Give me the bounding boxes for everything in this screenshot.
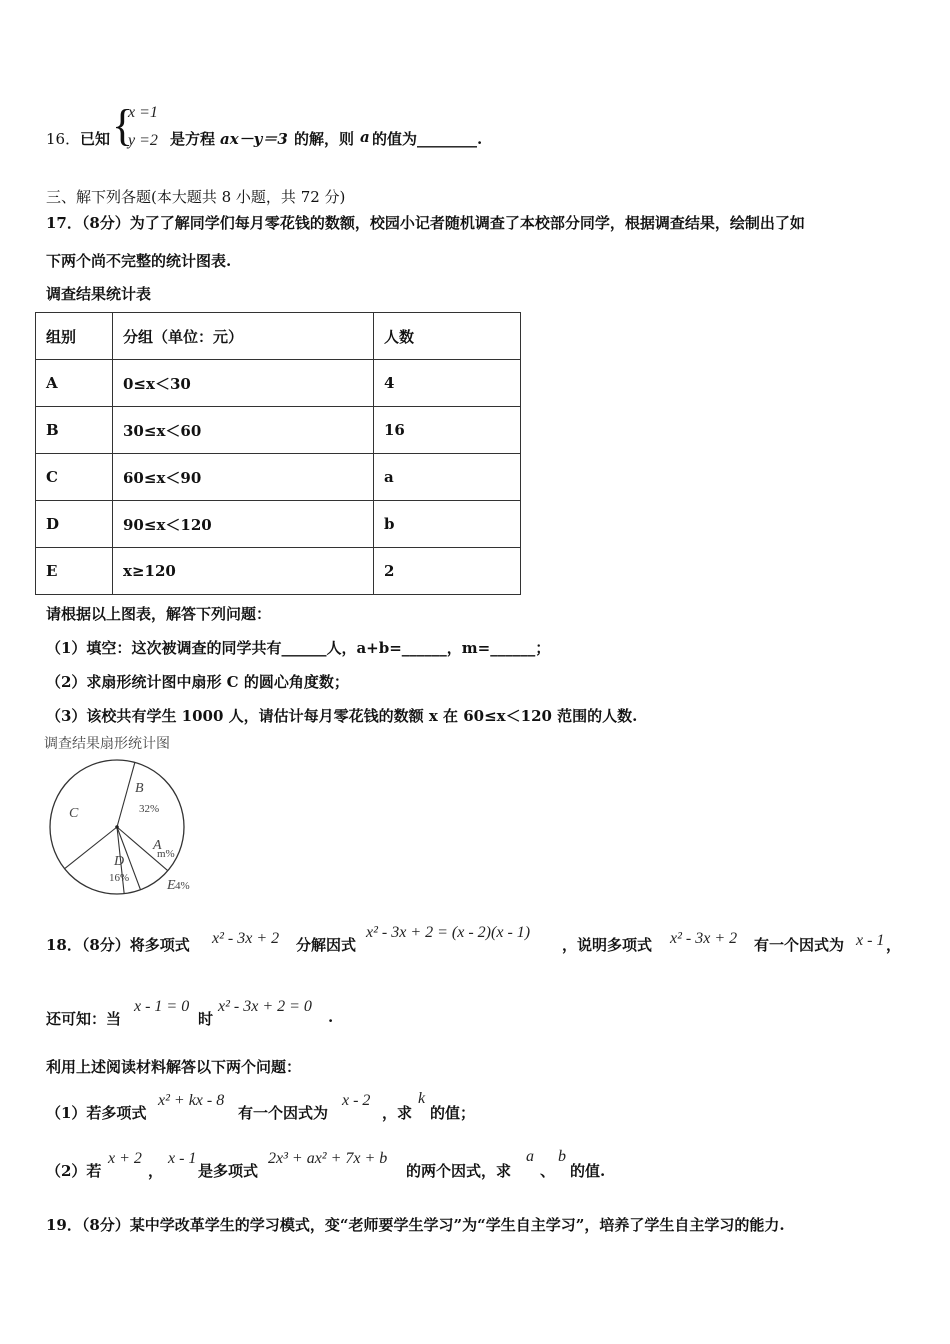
q19-line1: 19．（8分）某中学改革学生的学习模式，变“老师要学生学习”为“学生自主学习”，培养了学生自主学习的能力.	[46, 1216, 785, 1234]
q17-sub1: （1）填空：这次被调查的同学共有______人，a+b=______，m=______；	[46, 639, 551, 657]
q16-equation: ax－y＝3	[220, 130, 288, 148]
pie-value-D: 16%	[109, 872, 130, 884]
table-cell: 4	[374, 360, 521, 407]
q18-poly-2: x² - 3x + 2	[670, 930, 738, 947]
q18-explain: ，说明多项式	[562, 936, 653, 954]
q18-sub1-d: 的值；	[430, 1104, 476, 1122]
q18-sub1-c: ，求	[382, 1104, 413, 1122]
q18-has-factor: 有一个因式为	[754, 936, 845, 954]
table-cell: x≥120	[113, 548, 374, 595]
table-cell: B	[36, 407, 113, 454]
q18-cond: x - 1 = 0	[134, 998, 190, 1015]
table-header-row	[36, 313, 521, 360]
q16-text3: 的值为________.	[372, 130, 483, 148]
q18-result: x² - 3x + 2 = 0	[218, 998, 312, 1015]
q18-sub2-sep: ，	[148, 1162, 164, 1180]
table-row	[36, 548, 521, 595]
pie-value-B: 32%	[139, 803, 160, 815]
q18-factored: x² - 3x + 2 = (x - 2)(x - 1)	[366, 924, 531, 941]
q16-var: a	[360, 128, 370, 146]
table-cell: 2	[374, 548, 521, 595]
q18-period: .	[328, 1008, 334, 1026]
q18-sub2-d: 的值.	[570, 1162, 606, 1180]
q18-sub1	[46, 1090, 546, 1126]
table-cell: b	[374, 501, 521, 548]
q18-sub1-poly: x² + kx - 8	[158, 1092, 225, 1109]
q18-sub1-k: k	[418, 1090, 426, 1107]
table-header-cell: 人数	[374, 313, 521, 360]
table-cell: 0≤x＜30	[113, 360, 374, 407]
table-row	[36, 360, 521, 407]
q18-sub2-c: 的两个因式，求	[406, 1162, 512, 1180]
table-cell: 90≤x＜120	[113, 501, 374, 548]
q17-line1: 17．（8分）为了了解同学们每月零花钱的数额，校园小记者随机调查了本校部分同学，根据调查结果，绘制出了如	[46, 214, 805, 232]
q16-system-line2: y =2	[128, 132, 158, 149]
q17-sub3: （3）该校共有学生 1000 人，请估计每月零花钱的数额 x 在 60≤x＜120 范围的人数.	[46, 707, 638, 725]
q18-sub2-poly: 2x³ + ax² + 7x + b	[268, 1150, 388, 1167]
pie-label-B: B	[135, 781, 144, 796]
table-row	[36, 407, 521, 454]
q18-sub1-factor: x - 2	[342, 1092, 371, 1109]
q18-sub2-va: a	[526, 1148, 534, 1165]
q18-sub1-b: 有一个因式为	[238, 1104, 329, 1122]
q18-line1	[46, 924, 926, 964]
q18-sub2-vb: b	[558, 1148, 566, 1165]
pie-label-D: D	[114, 854, 125, 869]
q16-text2: 的解，则	[294, 130, 355, 148]
pie-label-E: E	[167, 878, 176, 893]
table-cell: A	[36, 360, 113, 407]
q17-sub2: （2）求扇形统计图中扇形 C 的圆心角度数；	[46, 673, 349, 691]
table-row	[36, 454, 521, 501]
table-title: 调查结果统计表	[46, 285, 152, 303]
q18-sub1-a: （1）若多项式	[46, 1104, 147, 1122]
table-cell: 16	[374, 407, 521, 454]
q18-line2	[46, 996, 446, 1032]
pie-value-A: m%	[157, 848, 175, 860]
pie-center	[115, 825, 119, 829]
q18-factor-text: 分解因式	[296, 936, 357, 954]
q18-when: 时	[198, 1010, 214, 1028]
q16-text: 是方程	[170, 130, 216, 148]
q18-sub2-and: 、	[540, 1162, 556, 1180]
q18-sub2-f2: x - 1	[168, 1150, 197, 1167]
q16-system-line1: x =1	[128, 104, 158, 121]
brace-symbol: {	[112, 101, 134, 150]
q18-prompt: 利用上述阅读材料解答以下两个问题：	[46, 1058, 302, 1076]
pie-value-E: 4%	[175, 880, 190, 892]
q16-number: 16．	[46, 130, 81, 148]
table-cell: C	[36, 454, 113, 501]
q18-sub2	[46, 1148, 646, 1184]
table-cell: D	[36, 501, 113, 548]
table-cell: 60≤x＜90	[113, 454, 374, 501]
section-title: 三、解下列各题(本大题共 8 小题，共 72 分)	[46, 188, 346, 206]
pie-label-A: A	[153, 838, 162, 853]
table-cell: E	[36, 548, 113, 595]
q18-line2-start: 还可知：当	[46, 1010, 122, 1028]
q18-sub2-a: （2）若	[46, 1162, 102, 1180]
q17-line2: 下两个尚不完整的统计图表.	[46, 252, 232, 270]
pie-label-C: C	[69, 806, 79, 821]
q18-poly: x² - 3x + 2	[212, 930, 280, 947]
q16-known: 已知	[80, 130, 111, 148]
table-cell: a	[374, 454, 521, 501]
q18-comma: ，	[886, 936, 902, 954]
q18-factor: x - 1	[856, 932, 885, 949]
q18-intro: 18．（8分）将多项式	[46, 936, 190, 954]
pie-chart-title: 调查结果扇形统计图	[44, 737, 170, 752]
table-header-cell: 组别	[36, 313, 113, 360]
pie-chart	[40, 752, 210, 902]
table-cell: 30≤x＜60	[113, 407, 374, 454]
table-row	[36, 501, 521, 548]
q18-sub2-f1: x + 2	[108, 1150, 142, 1167]
survey-table	[35, 312, 521, 595]
q17-prompt: 请根据以上图表，解答下列问题：	[46, 605, 272, 623]
q18-sub2-b: 是多项式	[198, 1162, 259, 1180]
table-header-cell: 分组（单位：元）	[113, 313, 374, 360]
